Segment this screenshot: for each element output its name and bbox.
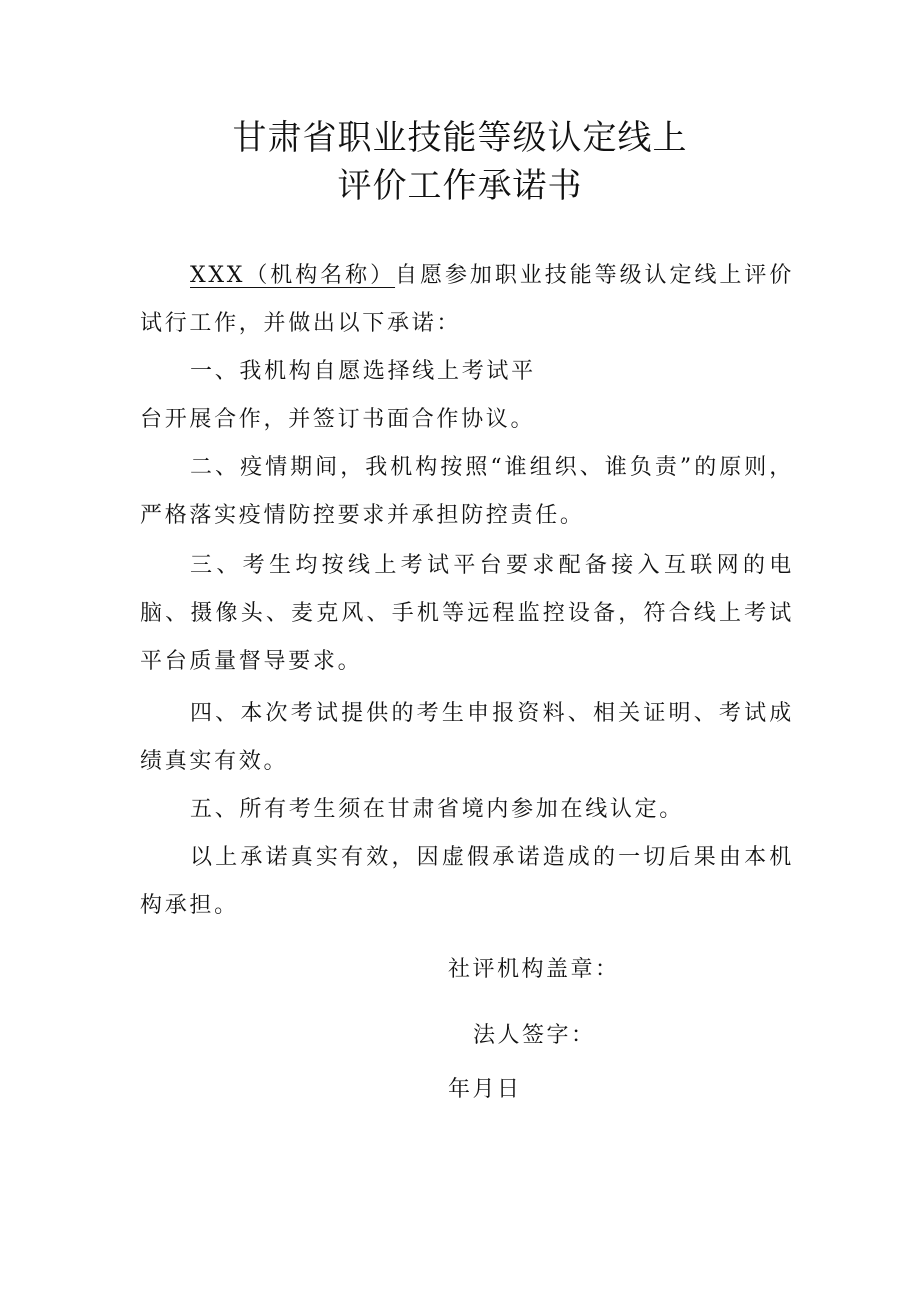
intro-paragraph [140, 252, 794, 348]
commitment-item-1-line2: 台开展合作，并签订书面合作协议。 [140, 407, 536, 432]
date-label: 年月日 [448, 1077, 522, 1102]
commitment-item-4: 四、本次考试提供的考生申报资料、相关证明、考试成绩真实有效。 [140, 701, 794, 774]
signature-label: 法人签字： [473, 1023, 596, 1048]
commitment-item-5: 五、所有考生须在甘肃省境内参加在线认定。 [190, 797, 685, 822]
seal-label: 社评机构盖章： [448, 957, 620, 982]
intro-text: 自愿参加职业技能等级认定线上评价试行工作，并做出以下承诺： [140, 263, 794, 336]
document-title-line2: 评价工作承诺书 [337, 166, 583, 206]
document-title-line1: 甘肃省职业技能等级认定线上 [232, 118, 688, 158]
organization-name-placeholder: XXX（机构名称） [190, 263, 396, 288]
commitment-item-3: 三、考生均按线上考试平台要求配备接入互联网的电脑、摄像头、麦克风、手机等远程监控设备，符合线上考试平台质量督导要求。 [140, 553, 794, 674]
closing-statement: 以上承诺真实有效，因虚假承诺造成的一切后果由本机构承担。 [140, 845, 794, 918]
commitment-item-1-line1: 一、我机构自愿选择线上考试平 [190, 359, 536, 384]
commitment-item-2: 二、疫情期间，我机构按照“谁组织、谁负责”的原则，严格落实疫情防控要求并承担防控责任。 [140, 455, 794, 528]
